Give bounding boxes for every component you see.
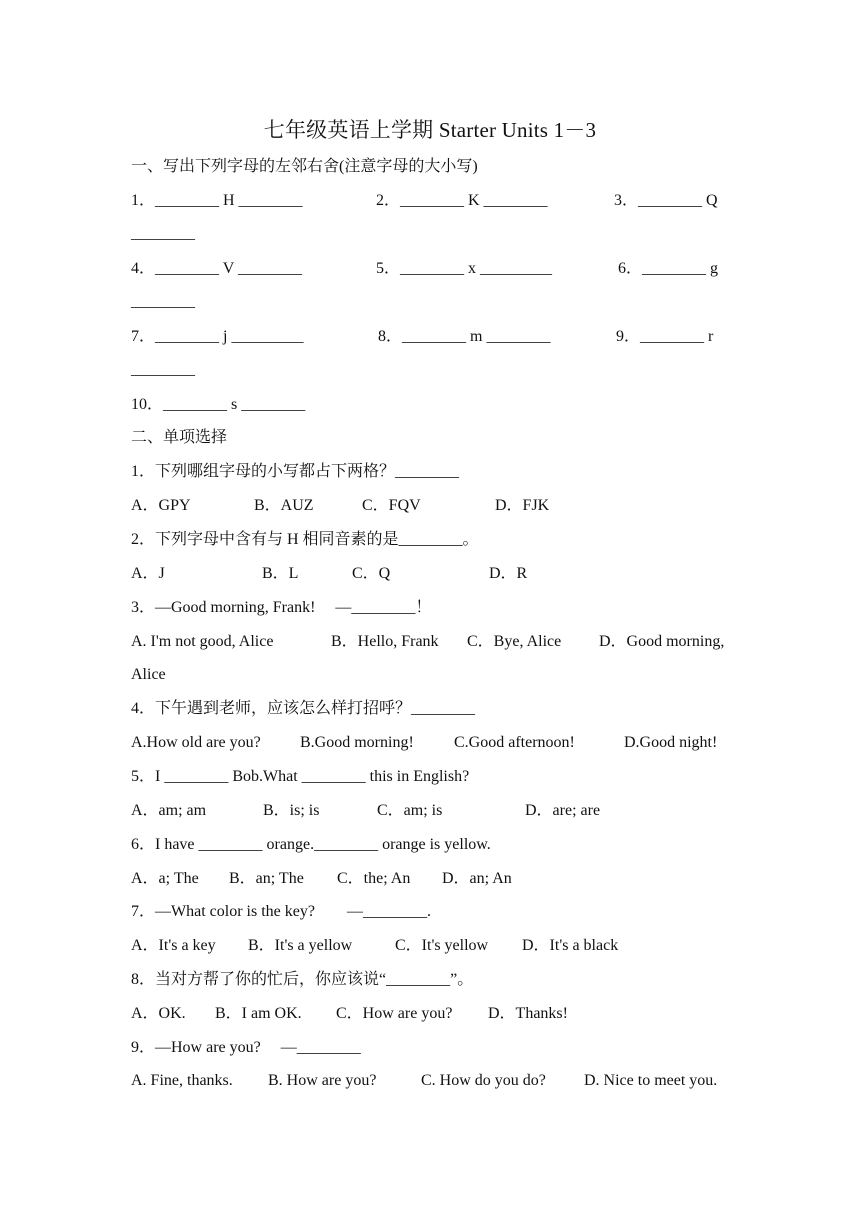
- letter-item-6-wrap: ________: [131, 293, 195, 310]
- question-3-option-d: D．Good morning,: [599, 633, 725, 650]
- question-3-option-c: C．Bye, Alice: [467, 633, 562, 650]
- question-8-option-d: D．Thanks!: [488, 1005, 568, 1022]
- question-4-stem: 4．下午遇到老师，应该怎么样打招呼？________: [131, 700, 476, 717]
- letter-item-2: 2．________ K ________: [376, 192, 548, 209]
- question-9-option-b: B. How are you?: [268, 1072, 377, 1089]
- question-9-option-a: A. Fine, thanks.: [131, 1072, 233, 1089]
- question-8-stem: 8．当对方帮了你的忙后，你应该说“________”。: [131, 971, 474, 988]
- question-6-option-c: C．the; An: [337, 870, 411, 887]
- question-3-stem: 3．—Good morning, Frank! —________！: [131, 599, 432, 616]
- letter-item-1: 1．________ H ________: [131, 192, 303, 209]
- letter-item-3-wrap: ________: [131, 225, 195, 242]
- question-8-option-c: C．How are you?: [336, 1005, 453, 1022]
- question-6-option-d: D．an; An: [442, 870, 512, 887]
- letter-item-4: 4．________ V ________: [131, 260, 302, 277]
- question-2-option-b: B．L: [262, 565, 299, 582]
- question-9-stem: 9．—How are you? —________: [131, 1039, 361, 1056]
- question-4-option-d: D.Good night!: [624, 734, 718, 751]
- question-5-option-c: C．am; is: [377, 802, 443, 819]
- question-1-stem: 1．下列哪组字母的小写都占下两格？________: [131, 463, 460, 480]
- question-2-option-c: C．Q: [352, 565, 391, 582]
- question-1-option-d: D．FJK: [495, 497, 550, 514]
- question-6-option-a: A．a; The: [131, 870, 199, 887]
- question-2-stem: 2．下列字母中含有与 H 相同音素的是________。: [131, 531, 479, 548]
- question-2-option-d: D．R: [489, 565, 528, 582]
- section1-heading: 一、写出下列字母的左邻右舍(注意字母的大小写): [131, 158, 478, 175]
- question-2-option-a: A．J: [131, 565, 165, 582]
- letter-item-8: 8．________ m ________: [378, 328, 551, 345]
- question-5-option-d: D．are; are: [525, 802, 601, 819]
- question-6-option-b: B．an; The: [229, 870, 304, 887]
- question-5-option-b: B．is; is: [263, 802, 320, 819]
- question-5-stem: 5．I ________ Bob.What ________ this in English?: [131, 768, 470, 785]
- question-4-option-a: A.How old are you?: [131, 734, 261, 751]
- letter-item-6: 6．________ g: [618, 260, 719, 277]
- letter-item-7: 7．________ j _________: [131, 328, 304, 345]
- question-4-option-c: C.Good afternoon!: [454, 734, 575, 751]
- question-1-option-b: B．AUZ: [254, 497, 314, 514]
- section2-heading: 二、单项选择: [131, 429, 228, 446]
- question-6-stem: 6．I have ________ orange.________ orange is yellow.: [131, 836, 491, 853]
- question-8-option-b: B．I am OK.: [215, 1005, 302, 1022]
- letter-item-3: 3．________ Q: [614, 192, 718, 209]
- question-3-option-a: A. I'm not good, Alice: [131, 633, 274, 650]
- question-3-option-d-wrap: Alice: [131, 666, 166, 683]
- question-7-option-a: A．It's a key: [131, 937, 216, 954]
- letter-item-9: 9．________ r: [616, 328, 714, 345]
- question-7-option-d: D．It's a black: [522, 937, 619, 954]
- question-9-option-d: D. Nice to meet you.: [584, 1072, 718, 1089]
- question-7-stem: 7．—What color is the key? —________.: [131, 903, 431, 920]
- question-8-option-a: A．OK.: [131, 1005, 186, 1022]
- question-5-option-a: A．am; am: [131, 802, 207, 819]
- question-1-option-a: A．GPY: [131, 497, 191, 514]
- question-3-option-b: B．Hello, Frank: [331, 633, 439, 650]
- page-title: 七年级英语上学期 Starter Units 1－3: [263, 118, 597, 142]
- letter-item-10: 10．________ s ________: [131, 396, 306, 413]
- question-1-option-c: C．FQV: [362, 497, 421, 514]
- letter-item-5: 5．________ x _________: [376, 260, 553, 277]
- letter-item-9-wrap: ________: [131, 361, 195, 378]
- question-7-option-b: B．It's a yellow: [248, 937, 353, 954]
- question-4-option-b: B.Good morning!: [300, 734, 414, 751]
- question-9-option-c: C. How do you do?: [421, 1072, 546, 1089]
- question-7-option-c: C．It's yellow: [395, 937, 489, 954]
